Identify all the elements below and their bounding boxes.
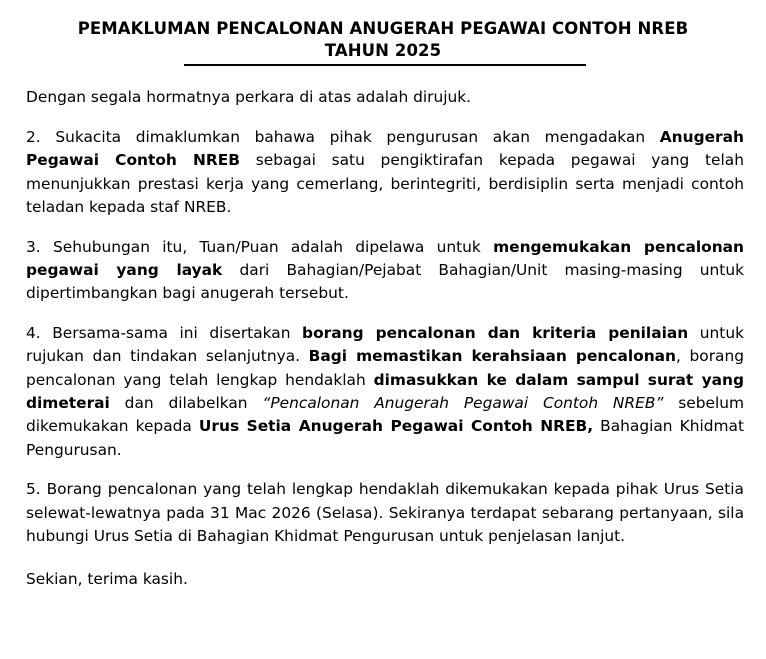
paragraph-2-text-2: sebagai satu pengiktirafan kepada pegawai yang telah menunjukkan prestasi kerja yang cemerlang, berintegriti, berdisiplin serta menjadi contoh teladan kepada staf NREB.: [26, 151, 744, 217]
document-title: [32, 18, 734, 62]
paragraph-2-bold-1: Anugerah Pegawai Contoh NREB: [26, 127, 744, 170]
paragraph-closing-text: Sekian, terima kasih.: [26, 570, 188, 589]
paragraph-4-text-1: Bersama-sama ini disertakan: [52, 323, 291, 342]
paragraph-5: [26, 478, 744, 548]
paragraph-4-text-6: Bahagian Khidmat Pengurusan.: [26, 417, 744, 459]
paragraph-3-bold-1: mengemukakan pencalonan pegawai yang layak: [26, 237, 744, 279]
paragraph-4-number: 4.: [26, 323, 41, 342]
paragraph-4-text-3: , borang pencalonan yang telah lengkap hendaklah: [26, 347, 744, 389]
paragraph-2: [26, 126, 744, 220]
paragraph-intro: [26, 86, 744, 109]
paragraph-4-bold-2: Bagi memastikan kerahsiaan pencalonan: [308, 347, 676, 366]
paragraph-4-text-2: untuk rujukan dan tindakan selanjutnya.: [26, 323, 744, 366]
paragraph-3-text-2: dari Bahagian/Pejabat Bahagian/Unit masing-masing untuk dipertimbangkan bagi anugerah tersebut.: [26, 260, 744, 303]
paragraph-4-italic-1: “Pencalonan Anugerah Pegawai Contoh NREB”: [262, 394, 664, 412]
paragraph-4-bold-3: dimasukkan ke dalam sampul surat yang dimeterai: [26, 370, 744, 412]
paragraph-5-number: 5.: [26, 480, 41, 499]
paragraph-closing: [26, 568, 744, 591]
paragraph-4: [26, 322, 744, 462]
paragraph-2-text-1: Sukacita dimaklumkan bahawa pihak pengurusan akan mengadakan: [55, 127, 646, 146]
paragraph-4-bold-4: Urus Setia Anugerah Pegawai Contoh NREB,: [198, 417, 594, 436]
paragraph-4-bold-1: borang pencalonan dan kriteria penilaian: [302, 323, 689, 342]
document-body: [26, 86, 744, 592]
title-underline: [184, 64, 586, 66]
document-title-line2: TAHUN 2025: [324, 40, 442, 60]
paragraph-2-number: 2.: [26, 127, 41, 146]
paragraph-4-text-5: sebelum dikemukakan kepada: [26, 394, 744, 436]
paragraph-3: [26, 236, 744, 306]
paragraph-intro-text: Dengan segala hormatnya perkara di atas adalah dirujuk.: [26, 87, 472, 106]
document-title-line1: PEMAKLUMAN PENCALONAN ANUGERAH PEGAWAI CONTOH NREB: [77, 19, 689, 38]
paragraph-3-text-1: Sehubungan itu, Tuan/Puan adalah dipelawa untuk: [52, 237, 481, 256]
paragraph-3-number: 3.: [26, 237, 41, 256]
paragraph-4-text-4: dan dilabelkan: [124, 394, 248, 412]
paragraph-5-text-1: Borang pencalonan yang telah lengkap hendaklah dikemukakan kepada pihak Urus Setia selewat-lewatnya pada 31 Mac 2026 (Selasa). Sekiranya terdapat sebarang pertanyaan, sila hubungi Urus Setia di Bahagian Khidmat Pengurusan untuk penjelasan lanjut.: [26, 480, 744, 546]
